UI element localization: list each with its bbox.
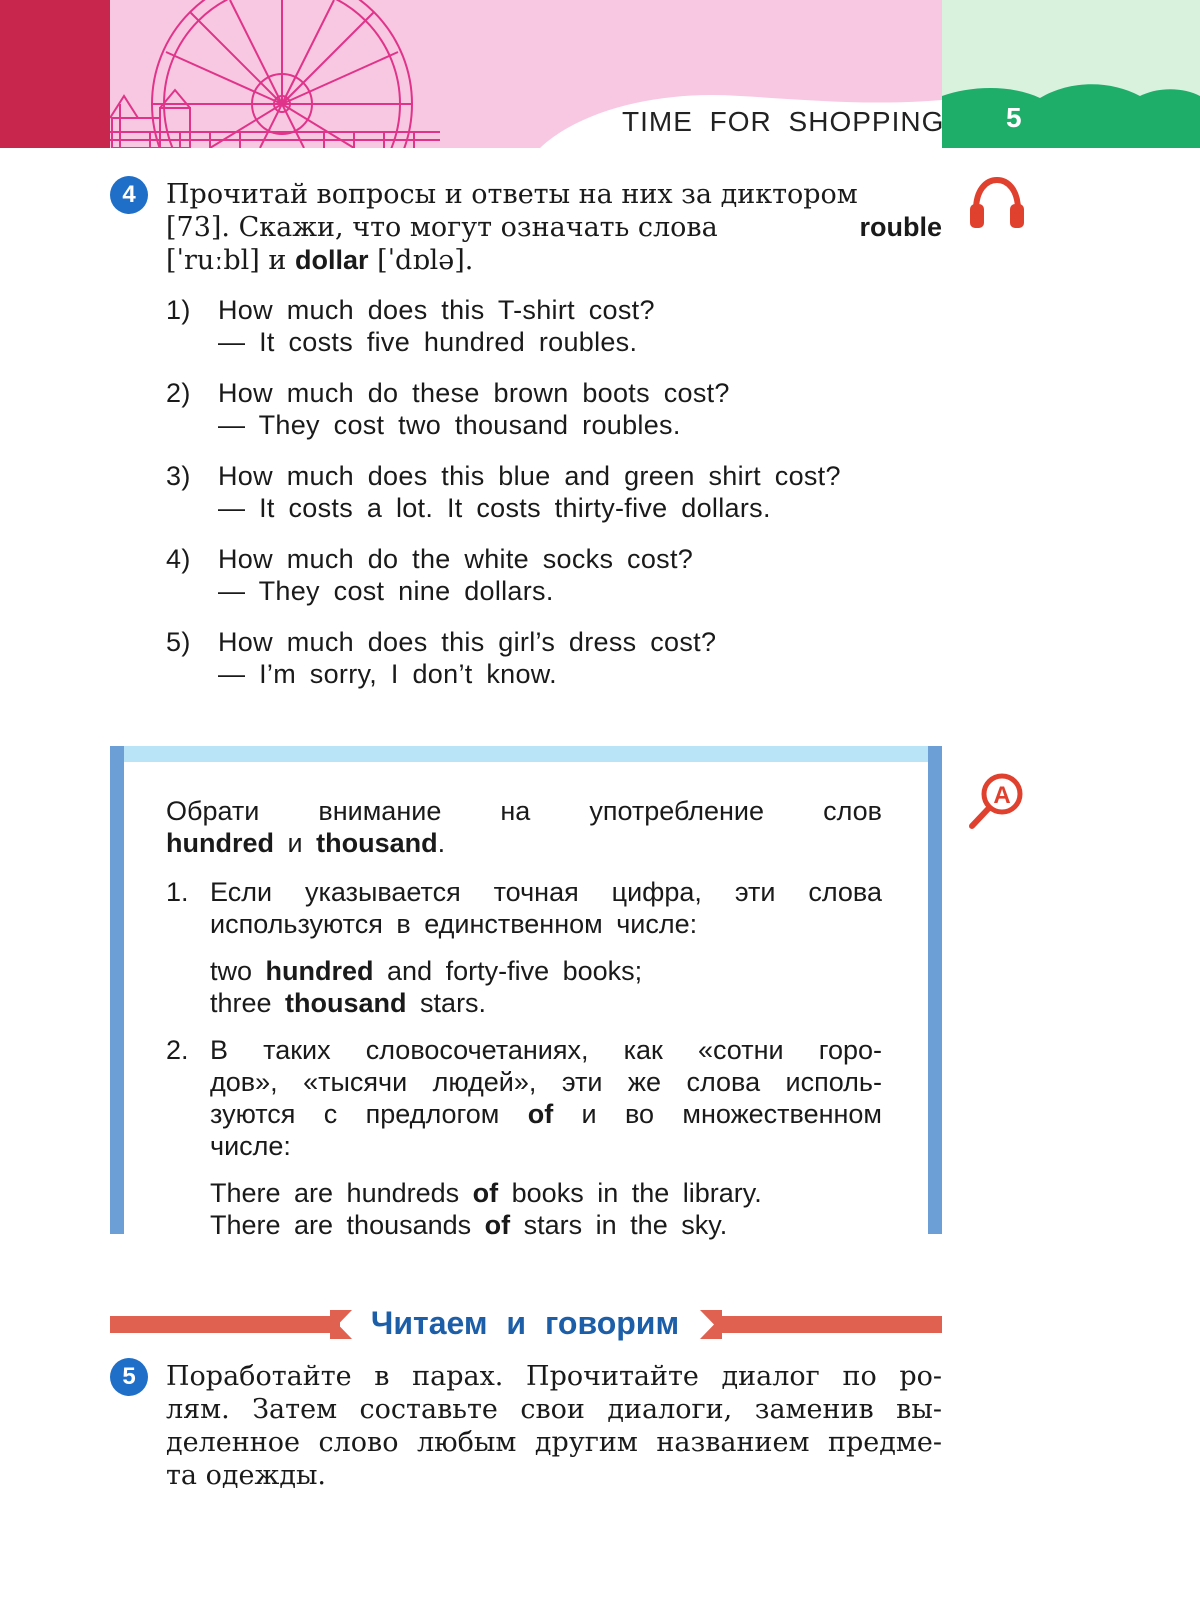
qa-answer: — They cost nine dollars.	[218, 576, 554, 606]
qa-answer: — I’m sorry, I don’t know.	[218, 659, 557, 689]
section-arrow-left-icon	[330, 1310, 352, 1339]
example-text: stars in the sky.	[510, 1210, 728, 1240]
magnifier-letter: A	[993, 782, 1011, 809]
task5-line: деленное слово любым другим названием предме-	[166, 1427, 942, 1458]
qa-number: 5)	[166, 627, 191, 657]
instruction-line-1: Прочитай вопросы и ответы на них за диктором	[166, 179, 858, 210]
rule-2-line-3	[210, 1098, 882, 1130]
qa-item	[166, 626, 716, 690]
section-bar-right	[714, 1316, 942, 1333]
qa-answer: — It costs five hundred roubles.	[218, 327, 638, 357]
qa-question: How much does this blue and green shirt cost?	[218, 461, 841, 491]
rule-2-line-4: числе:	[210, 1131, 291, 1161]
rule-box-right-border	[928, 746, 942, 1234]
rule-2-text: и во множественном	[553, 1099, 882, 1129]
rule-intro	[166, 795, 882, 859]
task-number-badge: 4	[110, 176, 148, 214]
keyword-hundred: hundred	[166, 828, 274, 858]
qa-item	[166, 294, 655, 358]
qa-question: How much do these brown boots cost?	[218, 378, 730, 408]
ipa-rouble: [ˈruːbl]	[166, 245, 260, 276]
magnifier-a-icon	[966, 770, 1028, 832]
keyword-rouble: rouble	[859, 212, 942, 242]
rule-2-examples	[210, 1177, 762, 1241]
qa-question: How much do the white socks cost?	[218, 544, 694, 574]
task-number-badge: 5	[110, 1358, 148, 1396]
keyword-dollar: dollar	[294, 245, 369, 275]
rule-box-left-border	[110, 746, 124, 1234]
section-title: Читаем и говорим	[370, 1305, 680, 1341]
example-text: There are thousands	[210, 1210, 485, 1240]
example-keyword: thousand	[285, 988, 407, 1018]
conjunction: и	[259, 245, 295, 276]
qa-item	[166, 377, 730, 441]
qa-number: 3)	[166, 461, 191, 491]
qa-number: 1)	[166, 295, 191, 325]
example-text: There are hundreds	[210, 1178, 473, 1208]
rule-2	[166, 1034, 882, 1162]
rule-1	[166, 876, 882, 940]
ferris-wheel-illustration	[110, 0, 440, 148]
qa-answer: — They cost two thousand roubles.	[218, 410, 681, 440]
rule-2-text: зуются с предлогом	[210, 1099, 528, 1129]
rule-1-examples	[210, 955, 642, 1019]
section-bar-left	[110, 1316, 340, 1333]
example-keyword: hundred	[265, 956, 374, 986]
header-red-block	[0, 0, 110, 148]
example-text: and forty-five books;	[373, 956, 643, 986]
chapter-title: TIME FOR SHOPPING	[622, 106, 945, 137]
rule-number: 1.	[166, 877, 189, 907]
qa-question: How much does this T-shirt cost?	[218, 295, 655, 325]
rule-number: 2.	[166, 1035, 189, 1065]
task5-line: та одежды.	[166, 1460, 327, 1491]
example-keyword: of	[472, 1178, 499, 1208]
example-text: books in the library.	[498, 1178, 762, 1208]
qa-item	[166, 460, 841, 524]
task5-line: лям. Затем составьте свои диалоги, заменив вы-	[166, 1394, 942, 1425]
example-text: stars.	[406, 988, 487, 1018]
keyword-thousand: thousand	[316, 828, 438, 858]
example-keyword: of	[484, 1210, 511, 1240]
qa-answer: — It costs a lot. It costs thirty-five dollars.	[218, 493, 771, 523]
rule-1-line-1: Если указывается точная цифра, эти слова	[210, 877, 882, 907]
instruction-line-2: [73]. Скажи, что могут означать слова	[166, 212, 718, 243]
example-text: two	[210, 956, 266, 986]
rule-2-line-2: дов», «тысячи людей», эти же слова исполь-	[210, 1067, 882, 1097]
section-arrow-right-icon	[700, 1310, 722, 1339]
qa-number: 2)	[166, 378, 191, 408]
rule-1-line-2: используются в единственном числе:	[210, 909, 698, 939]
headphones-icon	[968, 174, 1026, 232]
qa-item	[166, 543, 693, 607]
conjunction: и	[274, 828, 317, 858]
qa-question: How much does this girl’s dress cost?	[218, 627, 717, 657]
rule-2-line-1: В таких словосочетаниях, как «сотни горо-	[210, 1035, 882, 1065]
rule-intro-line-1: Обрати внимание на употребление слов	[166, 796, 882, 826]
page-number: 5	[1006, 102, 1022, 133]
punctuation: .	[437, 828, 446, 858]
task5-instruction	[166, 1360, 942, 1492]
task4-instruction	[166, 178, 942, 277]
example-text: three	[210, 988, 286, 1018]
qa-number: 4)	[166, 544, 191, 574]
task5-line: Поработайте в парах. Прочитайте диалог по ро-	[166, 1361, 942, 1392]
ipa-dollar: [ˈdɒlə].	[368, 245, 474, 276]
keyword-of: of	[527, 1099, 554, 1129]
rule-box-top-border	[110, 746, 942, 762]
